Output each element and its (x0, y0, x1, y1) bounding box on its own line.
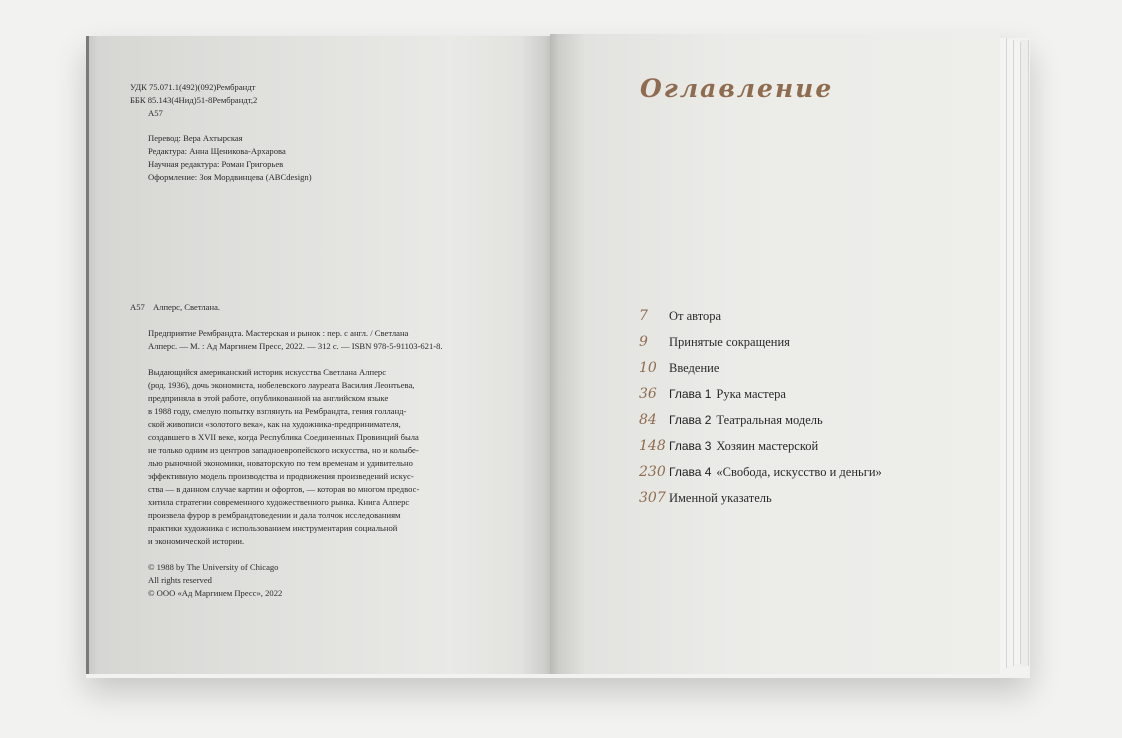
credit-line: Перевод: Вера Ахтырская (148, 133, 243, 143)
toc-entry-title (669, 491, 772, 506)
toc-chapter-label: Глава 2 (669, 413, 712, 427)
author-code-line: А57 (148, 108, 163, 118)
page-edge (1020, 40, 1029, 666)
toc-title: Оглавление (640, 74, 834, 103)
bbk-line: ББК 85.143(4Нид)51-8Рембрандт,2 (130, 95, 258, 105)
toc-page-number: 7 (639, 308, 648, 324)
page-edge (1000, 38, 1007, 668)
author-name: Алперс, Светлана. (152, 302, 221, 312)
annotation-line: и экономической истории. (148, 536, 245, 546)
toc-entry-title (669, 309, 721, 324)
toc-entry-label: От автора (669, 309, 722, 323)
annotation-line: лью рыночной экономики, новаторскую по тем временам и удивительно (148, 458, 413, 468)
toc-page-number: 307 (639, 490, 666, 506)
toc-entry-label: Рука мастера (716, 387, 786, 401)
page-edge (1013, 42, 1021, 664)
bibliography-block (148, 327, 443, 353)
annotation-line: (род. 1936), дочь экономиста, нобелевского лауреата Василия Леонтьева, (148, 380, 415, 390)
credit-line: Редактура: Анна Щеникова-Архарова (148, 146, 286, 156)
bibliography-line: Алперс. — М. : Ад Маргинем Пресс, 2022. — 312 с. — ISBN 978-5-91103-621-8. (148, 341, 443, 351)
right-page (550, 34, 1000, 674)
toc-entry-label: Театральная модель (716, 413, 823, 427)
annotation-line: Выдающийся американский историк искусства Светлана Алперс (148, 367, 387, 377)
toc-chapter-label: Глава 3 (669, 439, 712, 453)
toc-entry-label: «Свобода, искусство и деньги» (716, 465, 882, 479)
credit-line: Научная редактура: Роман Григорьев (148, 159, 284, 169)
toc-page-number: 84 (639, 412, 657, 428)
toc-page-number: 36 (639, 386, 657, 402)
credit-line: Оформление: Зоя Мордвинцева (ABCdesign) (148, 172, 312, 182)
toc-page-number: 10 (639, 360, 657, 376)
toc-entry-title (669, 465, 882, 480)
bibliography-line: Предприятие Рембрандта. Мастерская и рынок : пер. с англ. / Светлана (148, 328, 409, 338)
annotation-block (148, 366, 419, 548)
annotation-line: в 1988 году, смелую попытку взглянуть на Рембрандта, гения голланд- (148, 406, 407, 416)
toc-entry-label: Введение (669, 361, 720, 375)
toc-page-number: 148 (639, 438, 666, 454)
author-code: А57 (130, 302, 145, 312)
toc-entry-title (669, 361, 719, 376)
classification-block (130, 81, 257, 120)
toc-page-number: 9 (639, 334, 648, 350)
annotation-line: предприняла в этой работе, опубликованной на английском языке (148, 393, 389, 403)
author-line (130, 301, 220, 314)
udk-line: УДК 75.071.1(492)(092)Рембрандт (130, 82, 256, 92)
copyright-line: All rights reserved (148, 575, 212, 585)
annotation-line: ской живописи «золотого века», как на художника-предпринимателя, (148, 419, 401, 429)
copyright-line: © 1988 by The University of Chicago (148, 562, 279, 572)
toc-entry-label: Принятые сокращения (669, 335, 790, 349)
annotation-line: эффективную модель производства и продвижения произведений искус- (148, 471, 414, 481)
page-edge (1006, 40, 1014, 666)
annotation-line: произвела фурор в рембрандтоведении и дала толчок исследованиям (148, 510, 401, 520)
toc-chapter-label: Глава 1 (669, 387, 712, 401)
annotation-line: создавшего в XVII веке, когда Республика Соединенных Провинций была (148, 432, 419, 442)
annotation-line: ства — в данном случае картин и офортов, — которая во многом предвос- (148, 484, 420, 494)
copyright-line: © ООО «Ад Маргинем Пресс», 2022 (148, 588, 283, 598)
annotation-line: практики художника с использованием инструментария социальной (148, 523, 398, 533)
toc-page-number: 230 (639, 464, 666, 480)
toc-chapter-label: Глава 4 (669, 465, 712, 479)
toc-entry-title (669, 335, 790, 350)
toc-entry-title (669, 439, 818, 454)
credits-block (148, 132, 312, 184)
annotation-line: не только одним из центров западноевропейского искусства, но и колыбе- (148, 445, 419, 455)
copyright-block (148, 561, 282, 600)
toc-entry-label: Хозяин мастерской (716, 439, 819, 453)
toc-entry-title (669, 387, 786, 402)
toc-entry-title (669, 413, 823, 428)
toc-entry-label: Именной указатель (669, 491, 772, 505)
annotation-line: хитила стратегии современного художественного рынка. Книга Алперс (148, 497, 410, 507)
